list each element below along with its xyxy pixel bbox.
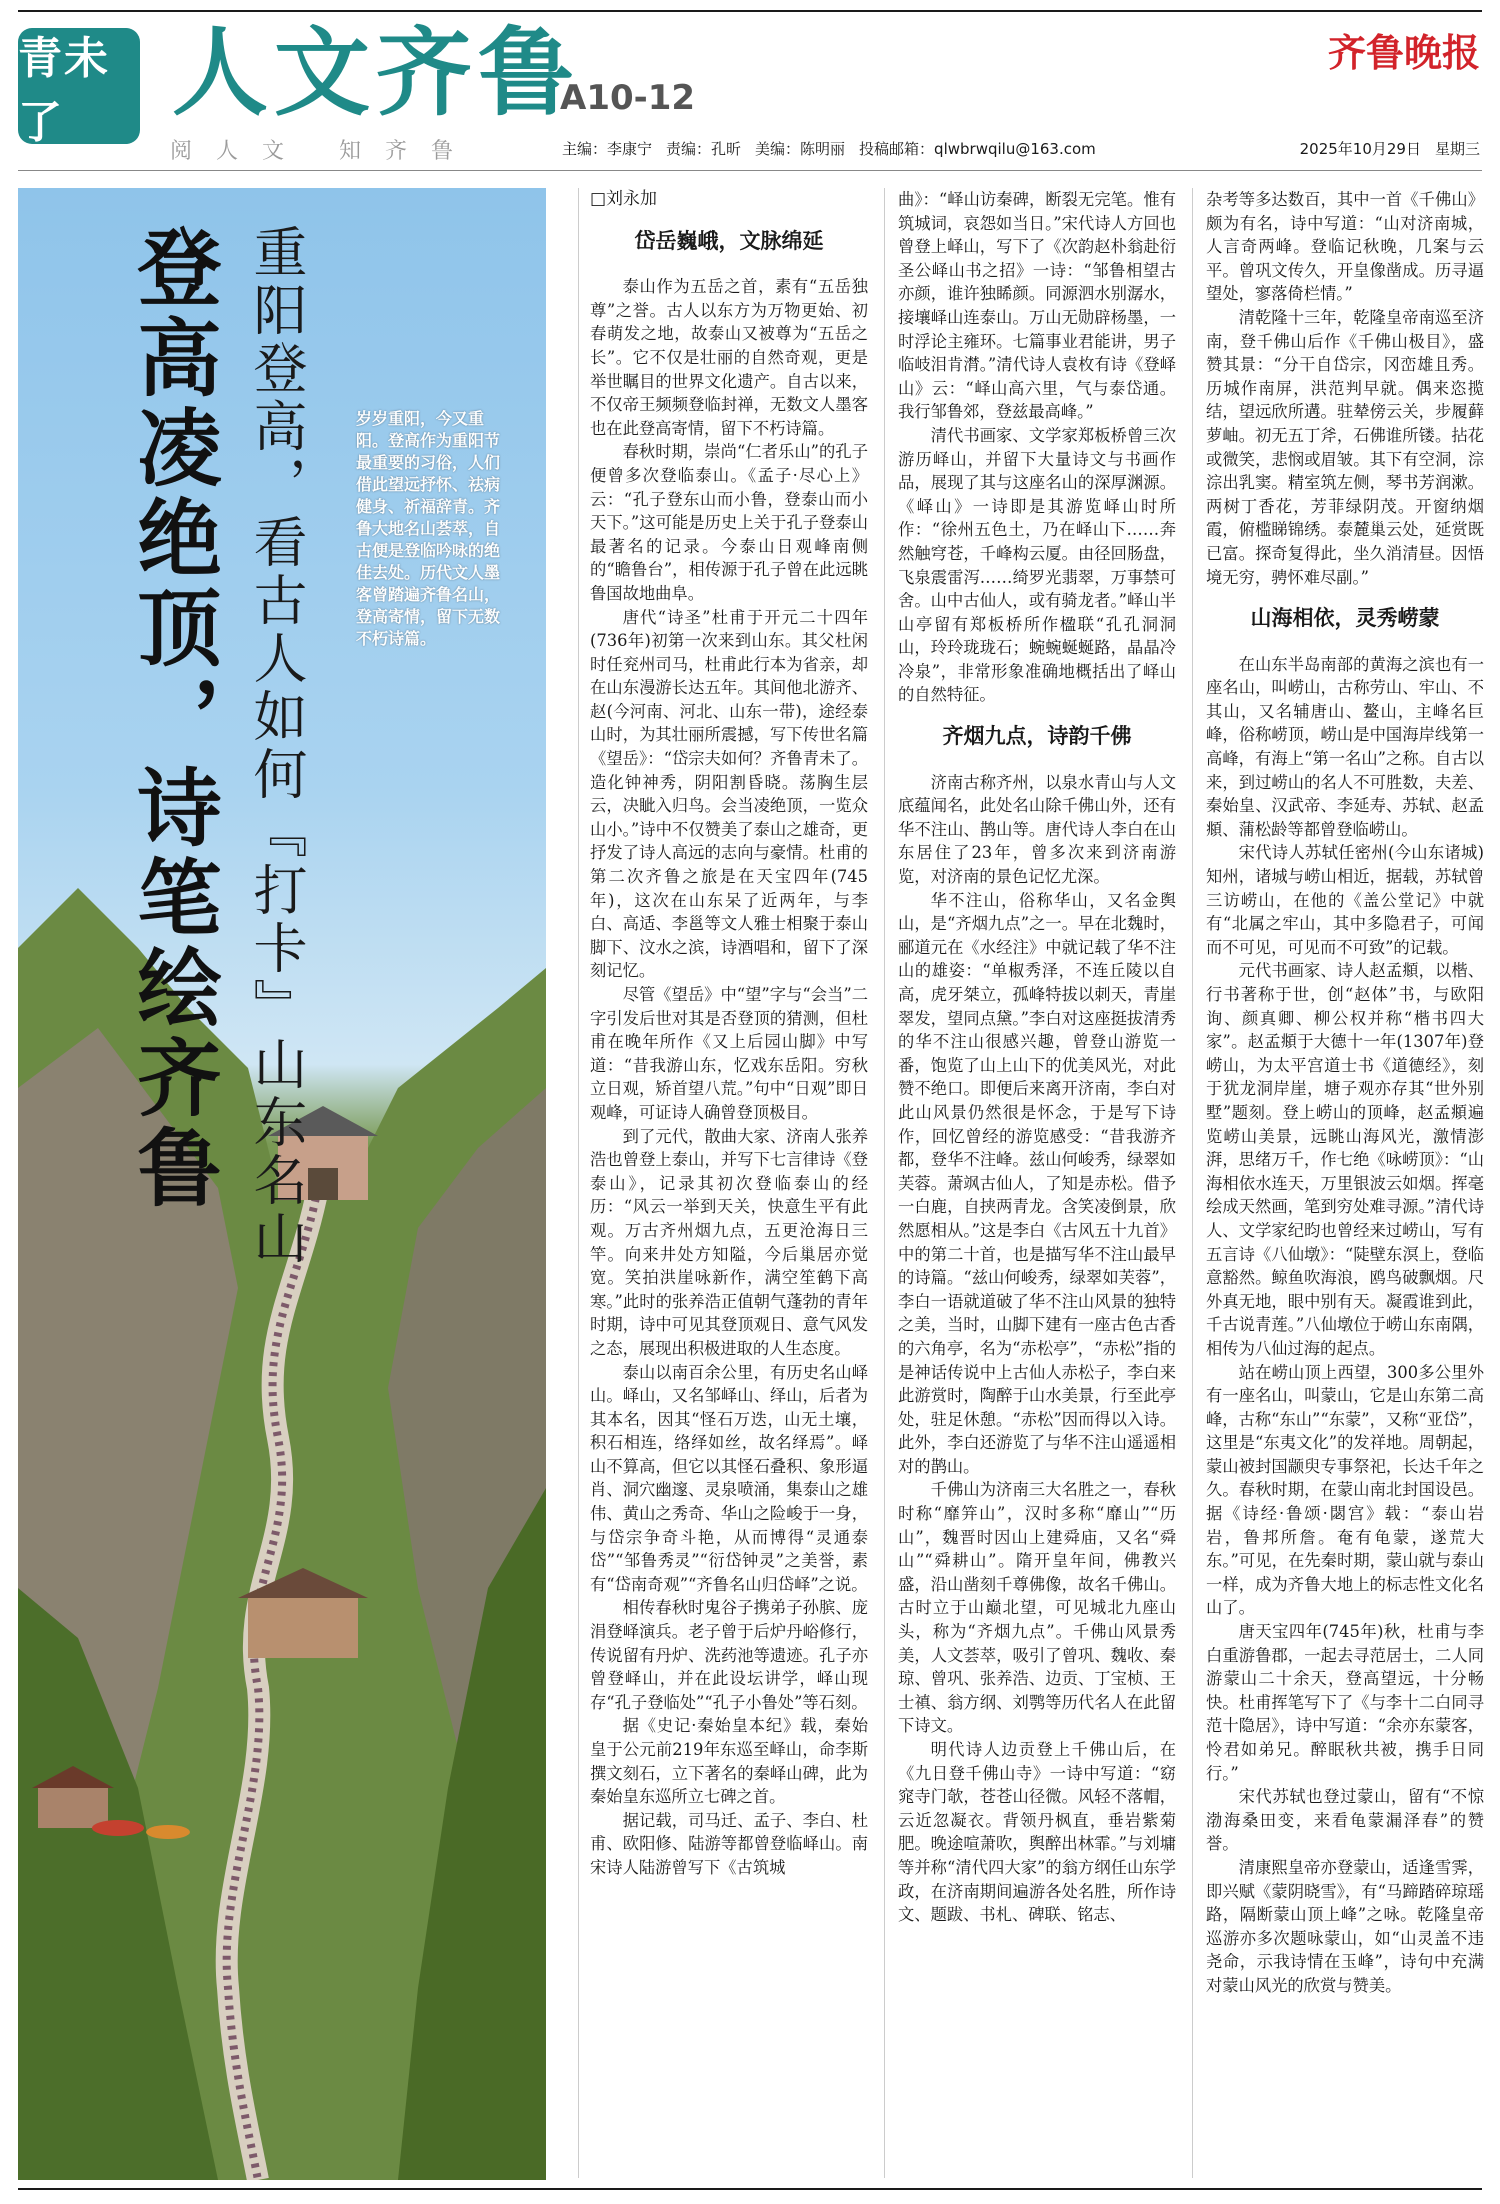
column-3-body: [1206, 188, 1484, 1998]
section-heading: 岱岳巍峨，文脉绵延: [634, 228, 824, 253]
article-paragraph: 元代书画家、诗人赵孟頫，以楷、行书著称于世，创“赵体”书，与欧阳询、颜真卿、柳公权并称“楷书四大家”。赵孟頫于大德十一年(1307年)登崂山，为太平宫道士书《道德经》，刻于犹龙洞岸崖，塘子观亦存其“世外别墅”题刻。登上崂山的顶峰，赵孟頫遍览崂山美景，远眺山海风光，激情澎湃，思绪万千，作七绝《咏崂顶》：“山海相依水连天，万里银波云如烟。挥毫绘成天然画，笔到穷处难寻源。”清代诗人、文学家纪昀也曾经来过崂山，写有五言诗《八仙墩》：“陡壁东溟上，登临意豁然。鲸鱼吹海浪，鸥鸟破飘烟。尺外真无地，眼中别有天。凝霞谁到此，千古说青莲。”八仙墩位于崂山东南隅，相传为八仙过海的起点。: [1206, 961, 1484, 1358]
article-paragraph: 宋代苏轼也登过蒙山，留有“不惊渤海桑田变，来看龟蒙漏泽春”的赞誉。: [1206, 1787, 1484, 1854]
article-paragraph: 到了元代，散曲大家、济南人张养浩也曾登上泰山，并写下七言律诗《登泰山》，记录其初次登临泰山的经历：“风云一举到天关，快意生平有此观。万古齐州烟九点，五更沧海日三竿。向来井处方知隘，今后巢居亦觉宽。笑拍洪崖咏新作，满空笙鹤下高寒。”此时的张养浩正值朝气蓬勃的青年时期，诗中可见其登顶观日、意气风发之态，展现出积极进取的人生态度。: [590, 1126, 868, 1358]
article-paragraph: 在山东半岛南部的黄海之滨也有一座名山，叫崂山，古称劳山、牢山、不其山，又名辅唐山、鳌山，主峰名巨峰，俗称崂顶，崂山是中国海岸线第一高峰，有海上“第一名山”之称。自古以来，到过崂山的名人不可胜数，夫差、秦始皇、汉武帝、李延寿、苏轼、赵孟頫、蒲松龄等都曾登临崂山。: [1206, 654, 1484, 839]
headline: 登高凌绝顶，诗笔绘齐鲁: [124, 224, 222, 1214]
newspaper-brand: 齐鲁晚报: [1327, 30, 1480, 75]
section-slogan: 阅人文 知齐鲁: [170, 139, 477, 164]
section-heading: 齐烟九点，诗韵千佛: [942, 724, 1132, 749]
article-paragraph: 曲》：“峄山访秦碑，断裂无完笔。惟有筑城词，哀怨如当日。”宋代诗人方回也曾登上峄山，写下了《次韵赵朴翁赴衍圣公峄山书之招》一诗：“邹鲁相望古亦颜，谁许独睎颜。同源泗水别潺水，接壤峄山连泰山。万山无勋辟杨墨，一时浮论主雍环。七篇事业君能讲，男子临岐泪肯潸。”清代诗人袁枚有诗《登峄山》云：“峄山高六里，气与泰岱通。我行邹鲁郊，登兹最高峰。”: [898, 190, 1176, 422]
issue-date: 2025年10月29日: [1299, 140, 1421, 158]
article-paragraph: 泰山以南百余公里，有历史名山峄山。峄山，又名邹峄山、绎山，后者为其本名，因其“怪石万迭，山无土壤，积石相连，络绎如丝，故名绎焉”。峄山不算高，但它以其怪石叠积、象形逼肖、洞穴幽邃、灵泉喷涌，集泰山之雄伟、黄山之秀奇、华山之险峻于一身，与岱宗争奇斗艳，从而博得“灵通泰岱”“邹鲁秀灵”“衍岱钟灵”之美誉，素有“岱南奇观”“齐鲁名山归岱峄”之说。: [590, 1362, 868, 1594]
subheadline: 重阳登高，看古人如何『打卡』山东名山: [245, 224, 308, 1268]
article-paragraph: 站在崂山顶上西望，300多公里外有一座名山，叫蒙山，它是山东第二高峰，古称“东山”“东蒙”，又称“亚岱”，这里是“东夷文化”的发祥地。周朝起，蒙山被封国颛臾专事祭祀，长达千年之久。春秋时期，在蒙山南北封国设邑。据《诗经·鲁颂·閟宫》载：“泰山岩岩，鲁邦所詹。奄有龟蒙，遂荒大东。”可见，在先秦时期，蒙山就与泰山一样，成为齐鲁大地上的标志性文化名山了。: [1206, 1362, 1484, 1618]
duty-editor: 责编：孔昕: [666, 140, 742, 158]
article-paragraph: 清乾隆十三年，乾隆皇帝南巡至济南，登千佛山后作《千佛山极目》，盛赞其景：“分干自岱宗，冈峦雄且秀。历城作南屏，洪范判早就。偶来恣揽结，望远欣所遘。驻辇傍云关，步履藓萝岫。初无五丁斧，石佛谁所镂。拈花或微笑，悲悯或眉皱。其下有空洞，淙淙出乳窦。精室筑左侧，琴书芳润漱。两树丁香花，芳菲绿阴茂。开窗纳烟霞，俯槛睇锦绣。泰麓巢云处，延赏既已富。探奇复得此，坐久消清昼。因悟境无穷，骋怀难尽副。”: [1206, 307, 1484, 587]
article-paragraph: 华不注山，俗称华山，又名金舆山，是“齐烟九点”之一。早在北魏时，郦道元在《水经注》中就记载了华不注山的雄姿：“单椒秀泽，不连丘陵以自高，虎牙桀立，孤峰特拔以刺天，青崖翠发，望同点黛。”李白对这座挺拔清秀的华不注山很感兴趣，曾登山游览一番，饱览了山上山下的优美风光，对此赞不绝口。即便后来离开济南，李白对此山风景仍然很是怀念，于是写下诗作，回忆曾经的游览感受：“昔我游齐都，登华不注峰。兹山何峻秀，绿翠如芙蓉。萧飒古仙人，了知是赤松。借予一白鹿，自挟两青龙。含笑凌倒景，欣然愿相从。”这是李白《古风五十九首》中的第二十首，也是描写华不注山最早的诗篇。“兹山何峻秀，绿翠如芙蓉”，李白一语就道破了华不注山风景的独特之美，当时，山脚下建有一座古色古香的六角亭，名为“赤松亭”，“赤松”指的是神话传说中上古仙人赤松子，李白来此游赏时，陶醉于山水美景，行至此亭处，驻足休憩。“赤松”因而得以入诗。此外，李白还游览了与华不注山遥遥相对的鹊山。: [898, 890, 1176, 1476]
article-paragraph: 千佛山为济南三大名胜之一，春秋时称“靡笄山”，汉时多称“靡山”“历山”，魏晋时因山上建舜庙，又名“舜山”“舜耕山”。隋开皇年间，佛教兴盛，沿山凿刻千尊佛像，故名千佛山。古时立于山巅北望，可见城北九座山头，称为“齐烟九点”。千佛山风景秀美，人文荟萃，吸引了曾巩、魏收、秦琼、曾巩、张养浩、边贡、丁宝桢、王士禛、翁方纲、刘鹗等历代名人在此留下诗文。: [898, 1480, 1176, 1736]
column-2-body: [898, 188, 1176, 1927]
column-divider: [1192, 188, 1193, 2178]
byline: □刘永加: [590, 189, 658, 209]
issue-weekday: 星期三: [1434, 140, 1480, 158]
column-divider: [884, 188, 885, 2178]
article-paragraph: 唐代“诗圣”杜甫于开元二十四年(736年)初第一次来到山东。其父杜闲时任兖州司马，杜甫此行本为省亲，却在山东漫游长达五年。其间他北游齐、赵(今河南、河北、山东一带)，途经泰山时，为其壮丽所震撼，写下传世名篇《望岳》：“岱宗夫如何？齐鲁青未了。造化钟神秀，阴阳割昏晓。荡胸生层云，决眦入归鸟。会当凌绝顶，一览众山小。”诗中不仅赞美了泰山之雄奇，更抒发了诗人高远的志向与豪情。杜甫的第二次齐鲁之旅是在天宝四年(745年)，这次在山东呆了近两年，与李白、高适、李邕等文人雅士相聚于泰山脚下、汶水之滨，诗酒唱和，留下了深刻记忆。: [590, 607, 868, 981]
art-editor: 美编：陈明丽: [755, 140, 846, 158]
article-paragraph: 春秋时期，崇尚“仁者乐山”的孔子便曾多次登临泰山。《孟子·尽心上》云：“孔子登东山而小鲁，登泰山而小天下。”这可能是历史上关于孔子登泰山最著名的记录。今泰山日观峰南侧的“瞻鲁台”，相传源于孔子曾在此远眺鲁国故地曲阜。: [590, 442, 868, 603]
article-paragraph: 宋代诗人苏轼任密州(今山东诸城)知州，诸城与崂山相近，据载，苏轼曾三访崂山，在他的《盖公堂记》中就有“北属之牢山，其中多隐君子，可闻而不可见，可见而不可致”的记载。: [1206, 843, 1484, 957]
top-rule: [18, 10, 1482, 12]
article-paragraph: 相传春秋时鬼谷子携弟子孙膑、庞涓登峄演兵。老子曾于后炉丹峪修行，传说留有丹炉、洗药池等遗迹。孔子亦曾登峄山，并在此设坛讲学，峄山现存“孔子登临处”“孔子小鲁处”等石刻。: [590, 1598, 868, 1712]
submission-email: 投稿邮箱：qlwbrwqilu@163.com: [859, 140, 1096, 158]
masthead-rule: [18, 170, 1482, 171]
article-paragraph: 泰山作为五岳之首，素有“五岳独尊”之誉。古人以东方为万物更始、初春萌发之地，故泰山又被尊为“五岳之长”。它不仅是壮丽的自然奇观，更是举世瞩目的世界文化遗产。自古以来，不仅帝王频频登临封禅，无数文人墨客也在此登高寄情，留下不朽诗篇。: [590, 277, 868, 438]
masthead: [0, 0, 1500, 180]
article-paragraph: 据《史记·秦始皇本纪》载，秦始皇于公元前219年东巡至峄山，命李斯撰文刻石，立下著名的秦峄山碑，此为秦始皇东巡所立七碑之首。: [590, 1716, 868, 1807]
chief-editor: 主编：李康宁: [562, 140, 653, 158]
bottom-rule: [18, 2188, 1482, 2190]
article-paragraph: 据记载，司马迁、孟子、李白、杜甫、欧阳修、陆游等都曾登临峄山。南宋诗人陆游曾写下《古筑城: [590, 1810, 868, 1877]
article-paragraph: 唐天宝四年(745年)秋，杜甫与李白重游鲁郡，一起去寻范居士，二人同游蒙山二十余天，登高望远，十分畅快。杜甫挥笔写下了《与李十二白同寻范十隐居》，诗中写道：“余亦东蒙客，怜君如弟兄。醉眠秋共被，携手日同行。”: [1206, 1622, 1484, 1783]
qingweiliao-logo: 青未了: [18, 28, 140, 144]
article-paragraph: 济南古称齐州，以泉水青山与人文底蕴闻名，此处名山除千佛山外，还有华不注山、鹊山等。唐代诗人李白在山东居住了23年，曾多次来到济南游览，对济南的景色记忆尤深。: [898, 772, 1176, 887]
article-paragraph: 清康熙皇帝亦登蒙山，适逢雪霁，即兴赋《蒙阴晓雪》，有“马蹄踏碎琼瑶路，隔断蒙山顶上峰”之咏。乾隆皇帝巡游亦多次题咏蒙山，如“山灵盖不违尧命，示我诗情在玉峰”，诗句中充满对蒙山风光的欣赏与赞美。: [1206, 1857, 1484, 1995]
column-1-body: [590, 230, 868, 1880]
article-paragraph: 杂考等多达数百，其中一首《千佛山》颇为有名，诗中写道：“山对济南城，人言奇两峰。登临记秋晚，几案与云平。曾巩文传久，开皇像凿成。历寻逼望处，寥落倚栏情。”: [1206, 190, 1484, 304]
mount-tai-photo: [18, 188, 546, 2180]
article-column-2: [898, 188, 1176, 2178]
section-heading: 山海相依，灵秀崂蒙: [1250, 606, 1440, 631]
article-paragraph: 清代书画家、文学家郑板桥曾三次游历峄山，并留下大量诗文与书画作品，展现了其与这座名山的深厚渊源。《峄山》一诗即是其游览峄山时所作：“徐州五色土，乃在峄山下……奔然触穹苍，千峰构云厦。由径回肠盘，飞泉震雷泻……绮罗光翡翠，万事禁可舍。山中古仙人，或有骑龙者。”峄山半山亭留有郑板桥所作楹联“孔孔洞洞山，玲玲珑珑石；蜿蜿蜒蜒路，晶晶冷冷泉”，非常形象准确地概括出了峄山的自然特征。: [898, 425, 1176, 705]
article-column-1: [590, 188, 868, 2178]
article-paragraph: 明代诗人边贡登上千佛山后，在《九日登千佛山寺》一诗中写道：“窈窕寺门欹，苍苍山径微。风轻不落帽，云近忽凝衣。背领丹枫直，垂岩紫菊肥。晚途喧萧吹，舆醉出林霏。”与刘墉等并称“清代四大家”的翁方纲任山东学政，在济南期间遍游各处名胜，所作诗文、题跋、书札、碑联、铭志、: [898, 1740, 1176, 1925]
section-title: 人文齐鲁: [172, 17, 580, 129]
lead-paragraph: 岁岁重阳，今又重阳。登高作为重阳节最重要的习俗，人们借此望远抒怀、祛病健身、祈福辞青。齐鲁大地名山荟萃，自古便是登临吟咏的绝佳去处。历代文人墨客曾踏遍齐鲁名山，登高寄情，留下无数不朽诗篇。: [356, 409, 501, 648]
editorial-info: [562, 138, 1480, 159]
article-paragraph: 尽管《望岳》中“望”字与“会当”二字引发后世对其是否登顶的猜测，但杜甫在晚年所作《又上后园山脚》中写道：“昔我游山东，忆戏东岳阳。穷秋立日观，矫首望八荒。”句中“日观”即日观峰，可证诗人确曾登顶极目。: [590, 985, 868, 1122]
page-number: A10-12: [560, 78, 696, 118]
column-divider: [578, 188, 579, 2178]
article-column-3: [1206, 188, 1484, 2178]
